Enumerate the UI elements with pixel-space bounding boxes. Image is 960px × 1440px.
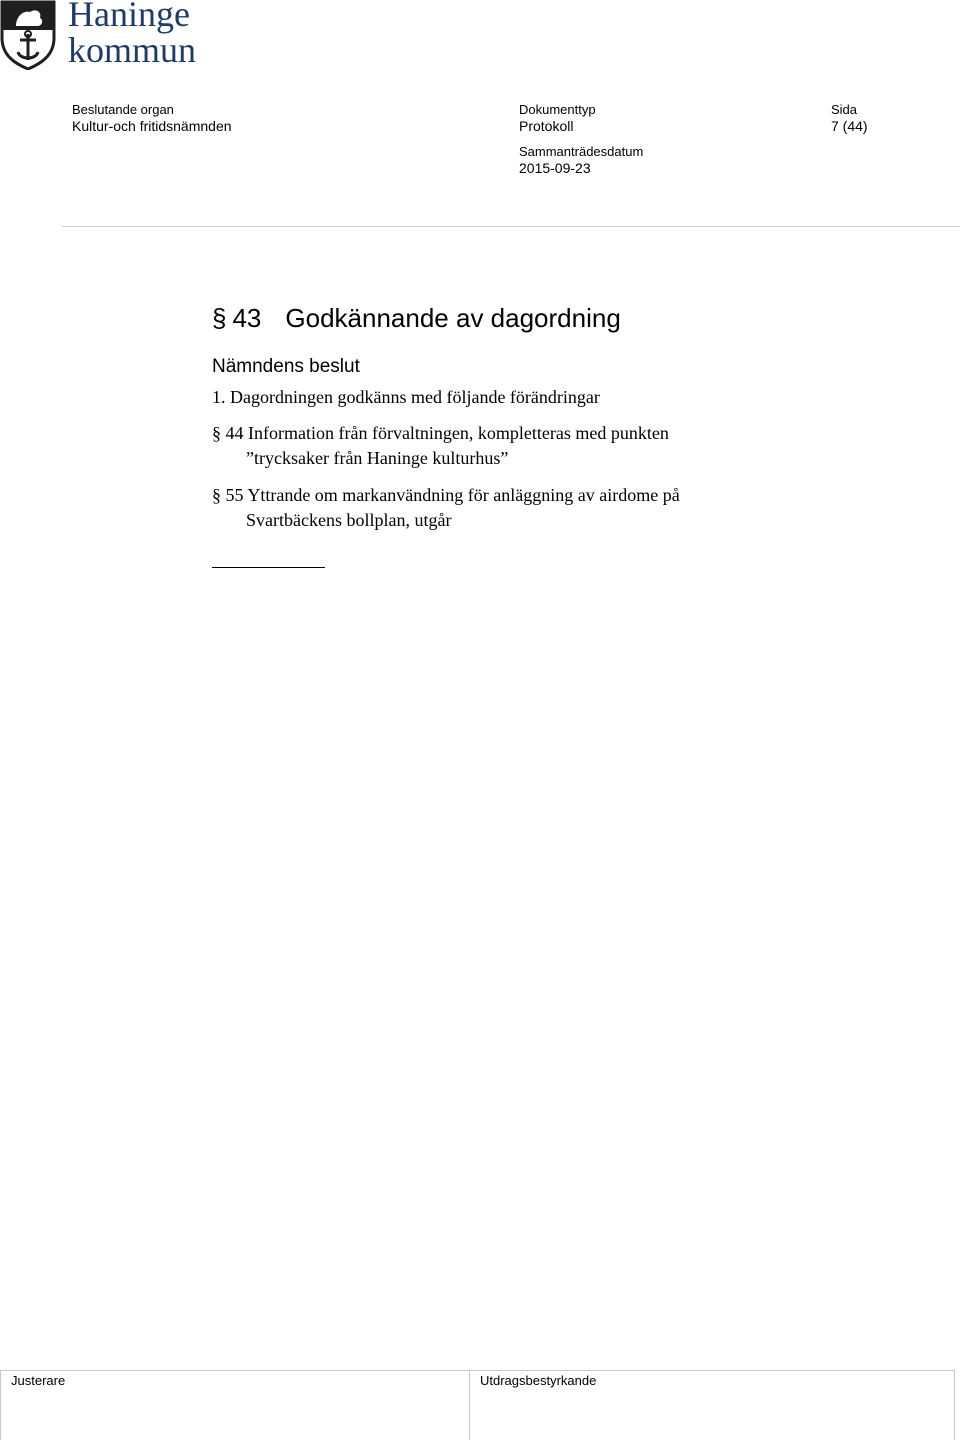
agenda-change-item <box>212 421 669 471</box>
section-title: Godkännande av dagordning <box>285 303 621 333</box>
municipality-logo <box>0 0 230 72</box>
section-heading <box>212 302 621 334</box>
justerare-box <box>0 1370 470 1440</box>
item-symbol: § <box>212 423 221 443</box>
item-line-2: ”trycksaker från Haninge kulturhus” <box>246 448 509 468</box>
header-divider <box>62 226 960 227</box>
doctype-block <box>519 101 596 135</box>
date-label: Sammanträdesdatum <box>519 144 644 159</box>
date-value: 2015-09-23 <box>519 160 591 176</box>
section-end-rule <box>212 567 325 568</box>
section-number: 43 <box>232 303 262 333</box>
page-label: Sida <box>831 102 858 117</box>
item-line-1: 55 Yttrande om markanvändning för anläggning av airdome på <box>225 485 680 505</box>
item-line-1: 44 Information från förvaltningen, kompletteras med punkten <box>225 423 669 443</box>
organ-block <box>72 101 232 135</box>
agenda-change-item <box>212 483 680 533</box>
decision-subheading: Nämndens beslut <box>212 356 360 377</box>
item-symbol: § <box>212 485 221 505</box>
page-block <box>831 101 868 135</box>
coat-of-arms-icon <box>0 0 56 70</box>
logo-line-2: kommun <box>68 30 197 70</box>
utdrag-box <box>469 1370 955 1440</box>
doctype-label: Dokumenttyp <box>519 102 596 117</box>
utdrag-label: Utdragsbestyrkande <box>480 1373 597 1388</box>
logo-line-1: Haninge <box>68 0 190 34</box>
page-value: 7 (44) <box>831 118 868 134</box>
date-block <box>519 143 643 177</box>
section-symbol: § <box>212 303 227 333</box>
doctype-value: Protokoll <box>519 118 574 134</box>
organ-label: Beslutande organ <box>72 102 174 117</box>
signature-footer <box>0 1370 955 1440</box>
justerare-label: Justerare <box>11 1373 66 1388</box>
organ-value: Kultur-och fritidsnämnden <box>72 118 232 134</box>
item-line-2: Svartbäckens bollplan, utgår <box>246 510 452 530</box>
decision-text: 1. Dagordningen godkänns med följande förändringar <box>212 387 600 407</box>
logo-wordmark <box>68 0 196 68</box>
